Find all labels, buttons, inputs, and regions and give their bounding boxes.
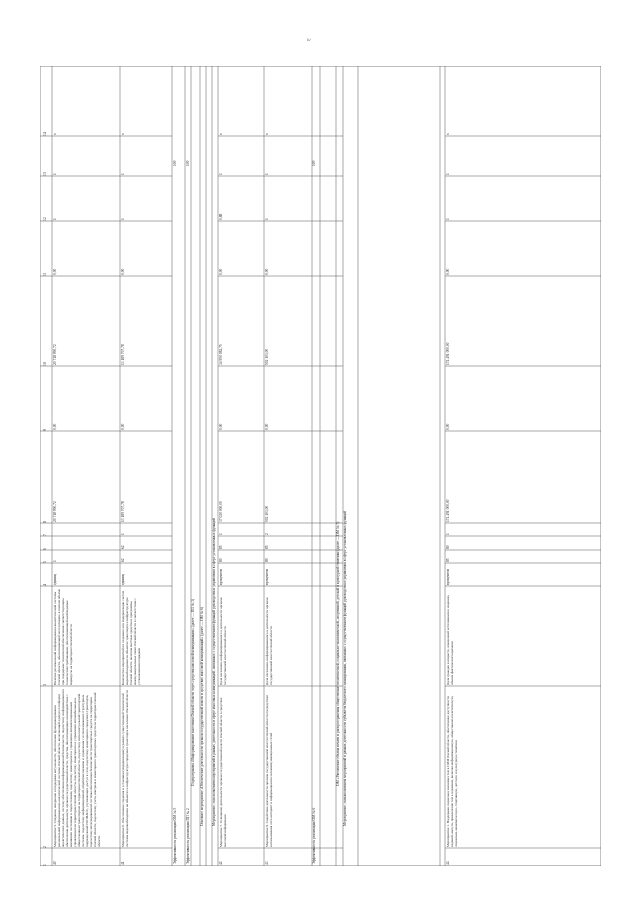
col-number: 14 [43, 132, 47, 136]
row-41-col-4: единиц [121, 573, 125, 585]
eff-om6-value: 100 [312, 160, 316, 166]
row-43-col-9: 0,00 [265, 423, 269, 430]
col-number: 4 [43, 584, 47, 586]
row-43-col-11: 0,00 [265, 268, 269, 275]
col-number: 3 [43, 684, 47, 686]
row-40-col-13: 1 [53, 173, 57, 175]
row-43-col-6: 85 [265, 545, 269, 549]
row-41-col-14: х [121, 133, 125, 135]
section-goal: Мероприятие, за исполнением мероприятий в рамках деятельности в сфере массовых коммуникаций, связанных с осуществлением функций руководства и управления в сфере установленных функций [212, 517, 216, 826]
row-42-col-11: 0,00 [219, 268, 223, 275]
eff-om6-label: Эффективность реализации ОМ № 6 [312, 807, 316, 864]
row-44-col-4: процентов [446, 569, 450, 585]
row-42-col-8: 37 020 000,00 [219, 501, 223, 522]
eff-pp2-label: Эффективность реализации ПП № 2 [186, 808, 190, 864]
row-43-col-3: Доля населения, информированного о деятельности органов государственной власти Омской области [265, 596, 273, 685]
row-41-col-10: 13 189 707,78 [121, 344, 125, 365]
row-40-col-8: 20 718 990,72 [53, 501, 57, 522]
row-40-col-2: Мероприятие 5. Создание, внедрение и поддержка актуальности, обеспечение функционирования региональной информационно-аналитической системы Омской области, включающей единую платформу аналитических данных, систему обеспечения информационной безопасности, подсистему информационного обеспечения деятельности органов государственной власти, средства, обеспечивающие взаимодействие с внешними системами и подсистемами, подсистему мониторинга и управления автоматизированным управлением на территории Омской области, подсистему мониторинга и управления автомобильным и общественным транспортом на территории Омской области, подсистему интеллектуальной транспортной системы, подсистему информационной, обработки вызовов и управления с использованием структурных подразделений ГЛОНАСС, улучшающих доступ к сети, подсистему мониторинга городского транспорта, подсистему интегрированной системы обеспечения безопасности транспортных средств на территории Омской области, подсистему учета, контроля и мониторинга транспортных средств на территории Омской области [53, 688, 101, 847]
row-44-col-1: 44 [446, 861, 450, 865]
col-number: 9 [43, 429, 47, 431]
row-44-col-10: 174 491 000,00 [446, 342, 450, 365]
col-number: 8 [43, 521, 47, 523]
row-43-col-7: 2 [265, 533, 269, 535]
row-43-col-8: 502 103,00 [265, 505, 269, 522]
row-40-col-7 [53, 524, 119, 535]
section-om7: ОМ «Увеличение объема печати и распространения общественно-политической, социально-экономической, спортивной, детской и культурной тематики (далее — ОМ № 7) [336, 521, 340, 786]
row-41-col-8: 13 189 707,78 [121, 501, 125, 522]
page-number: 3 [304, 38, 310, 41]
eff-om5-value: 100 [173, 160, 177, 166]
col-number: 7 [43, 534, 47, 536]
row-41-col-9: 0,00 [121, 423, 125, 430]
row-41-col-13: 1 [121, 173, 125, 175]
rotated-table-sheet [40, 66, 601, 866]
row-43-col-5: 89 [265, 558, 269, 562]
row-44-col-13: 1 [446, 173, 450, 175]
row-40-col-14: х [53, 133, 57, 135]
row-40-col-5: 1 [53, 560, 57, 562]
row-40-col-1: 40 [53, 861, 57, 865]
row-42-col-9: 0,00 [219, 423, 223, 430]
row-41-col-1: 41 [121, 861, 125, 865]
row-44-col-8: 174 491 000,00 [446, 499, 450, 522]
row-44-col-5: 85 [446, 558, 450, 562]
row-42-col-14: х [219, 133, 223, 135]
row-41-col-3: Количество мероприятий по созданию или модернизации систем видеонаблюдения на объектах транспорта и инфраструктуре Омской области, включая местные средства и программы, межмуниципальные связи Омской области в соответствии с установленным порядком [121, 589, 141, 685]
row-44-col-11: 0,00 [446, 268, 450, 275]
section-om6: Основное мероприятие «Обеспечение деятельности органов государственной власти в средствах массовой коммуникаций» (далее — ОМ № 6) [200, 606, 204, 826]
row-42-col-5: 80 [219, 558, 223, 562]
row-41-col-5: 62 [121, 558, 125, 562]
row-40-col-3: Наличие региональной информационно-аналитической системы Омской области, обеспечивающей эксплуатацию в полном объеме при поддержке технической обеспечения соответствующим техническим требованиям, обеспечивающей необходимые маршруты на территории Омской области [53, 588, 73, 685]
row-40-col-11: 0,00 [53, 268, 57, 275]
row-43-col-1: 43 [265, 861, 269, 865]
row-44-col-12: 1 [446, 218, 450, 220]
row-42-col-13: 1 [219, 173, 223, 175]
row-41-col-12: 1 [121, 218, 125, 220]
row-43-col-13: 1 [265, 173, 269, 175]
row-43-col-2: Мероприятие 8. Содействие деятельности органов государственной власти Омской области посредством использования сети интернет и информационно-телекоммуникационных сетей [265, 694, 273, 847]
col-number: 10 [43, 362, 47, 366]
row-40-col-6 [53, 537, 119, 549]
col-number: 12 [43, 217, 47, 221]
row-41-col-11: 0,00 [121, 268, 125, 275]
col-number: 5 [43, 561, 47, 563]
row-42-col-4: процентов [219, 569, 223, 585]
eff-pp2-value: 100 [186, 160, 190, 166]
eff-om5-label: Эффективность реализации ОМ № 5 [173, 807, 177, 864]
row-42-col-3: Доля населения, информированного о деятельности органов государственной власти Омской области [219, 596, 227, 685]
row-43-col-10: 502 103,00 [265, 348, 269, 365]
row-40-col-4: единиц [53, 573, 57, 585]
row-43-col-12: 1 [265, 218, 269, 220]
row-44-col-6: 80 [446, 545, 450, 549]
col-number: 2 [43, 846, 47, 848]
row-42-col-6: 85 [219, 545, 223, 549]
col-number: 1 [43, 864, 47, 866]
row-42-col-12: 0,88 [219, 213, 223, 220]
row-44-col-14: х [446, 133, 450, 135]
row-43-col-4: процентов [265, 569, 269, 585]
row-41-col-6: 62 [121, 545, 125, 549]
row-42-col-10: 34 950 082,75 [219, 344, 223, 365]
col-number: 11 [43, 272, 47, 276]
row-42-col-7: 1 [219, 533, 223, 535]
row-44-col-3: Доля граждан в возрасте, охваченной источниками к изданию, объеме фактического времени [446, 593, 454, 685]
row-40-col-10: 20 718 990,72 [53, 344, 57, 365]
col-number: 13 [43, 172, 47, 176]
col-number: 6 [43, 548, 47, 550]
row-40-col-12: 1 [53, 218, 57, 220]
row-44-col-9: 0,00 [446, 423, 450, 430]
row-41-col-2: Мероприятие 6. Обеспечение создания и установки (модернизации) в рамках существующей технической системы видеонаблюдения на объектах и инфраструктуре городского транспорта населения Омской области [121, 690, 129, 847]
row-40-col-9: 0,00 [53, 423, 57, 430]
section-goal2: Мероприятие, за выполнением мероприятий в рамках деятельности субъектов бюджетного планирования, связанных с осуществлением функций руководства и управления в сфере установленных функций [343, 510, 347, 826]
row-43-col-14: х [265, 133, 269, 135]
row-41-col-7: 1 [121, 533, 125, 535]
section-pp3: Подпрограмма «Информирование населения Омской области через средства массовой коммуникации» (далее — ПП № 3) [191, 598, 195, 786]
row-42-col-2: Мероприятие 7. Освещение деятельности органов государственной власти Омской области в средствах массовой информации [219, 696, 227, 847]
row-44-col-7: 1 [446, 533, 450, 535]
row-44-col-2: Мероприятие 1. Поддержка социально значимых тем в СМИ Омской области, обеспечение доступности изданий, выпуск, привлечение тем к изданиям, включая информационную, общественно-политическую, социально-экономическую, спортивную, детскую и культурную тематики [446, 694, 458, 847]
row-42-col-1: 42 [219, 861, 223, 865]
